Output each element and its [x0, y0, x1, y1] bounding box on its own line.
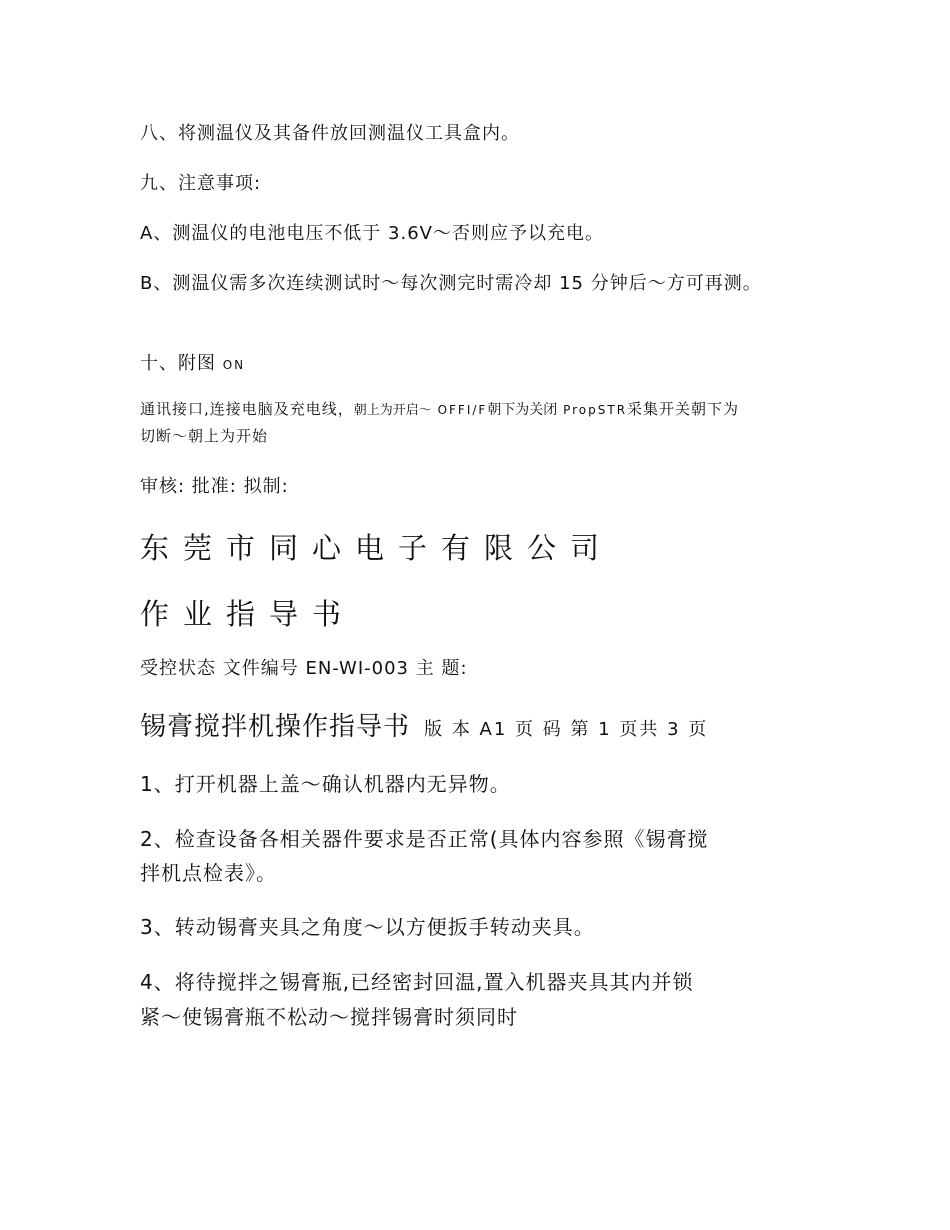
control-info: 受控状态 文件编号 EN-WI-003 主 题: [140, 658, 468, 679]
item-10-label: 十、附图 [140, 353, 216, 374]
step-2-line-2: 拌机点检表》。 [140, 861, 277, 885]
step-4-line-1: 4、将待搅拌之锡膏瓶,已经密封回温,置入机器夹具其内并锁 [140, 970, 694, 994]
company-name: 东莞市同心电子有限公司 [140, 531, 614, 565]
step-3: 3、转动锡膏夹具之角度～以方便扳手转动夹具。 [140, 915, 595, 939]
step-2-line-1: 2、检查设备各相关器件要求是否正常(具体内容参照《锡膏搅 [140, 827, 709, 851]
subject-line [140, 706, 708, 743]
item-8: 八、将测温仪及其备件放回测温仪工具盒内。 [140, 123, 520, 144]
step-4-line-2: 紧～使锡膏瓶不松动～搅拌锡膏时须同时 [140, 1005, 518, 1029]
on-label: ON [222, 358, 246, 372]
interface-part-d: 朝下为关闭 [487, 402, 558, 418]
interface-part-e: PropSTR [563, 403, 628, 417]
version-info: 版 本 A1 页 码 第 1 页共 3 页 [424, 719, 709, 740]
interface-part-f: 采集开关朝下为 [627, 400, 740, 418]
item-9: 九、注意事项: [140, 173, 262, 194]
item-10 [140, 349, 245, 375]
review-line: 审核: 批准: 拟制: [140, 476, 289, 497]
note-a: A、测温仪的电池电压不低于 3.6V～否则应予以充电。 [140, 223, 604, 244]
interface-description [140, 398, 739, 419]
interface-part-c: OFFI/F [437, 403, 488, 417]
step-1: 1、打开机器上盖～确认机器内无异物。 [140, 772, 511, 796]
interface-description-2: 切断～朝上为开始 [140, 427, 269, 445]
note-b: B、测温仪需多次连续测试时～每次测完时需冷却 15 分钟后～方可再测。 [140, 273, 762, 294]
interface-part-b: 朝上为开启～ [353, 403, 432, 418]
interface-part-a: 通讯接口,连接电脑及充电线， [140, 400, 354, 418]
document-type: 作业指导书 [140, 597, 356, 631]
subject-title: 锡膏搅拌机操作指导书 [140, 712, 411, 742]
